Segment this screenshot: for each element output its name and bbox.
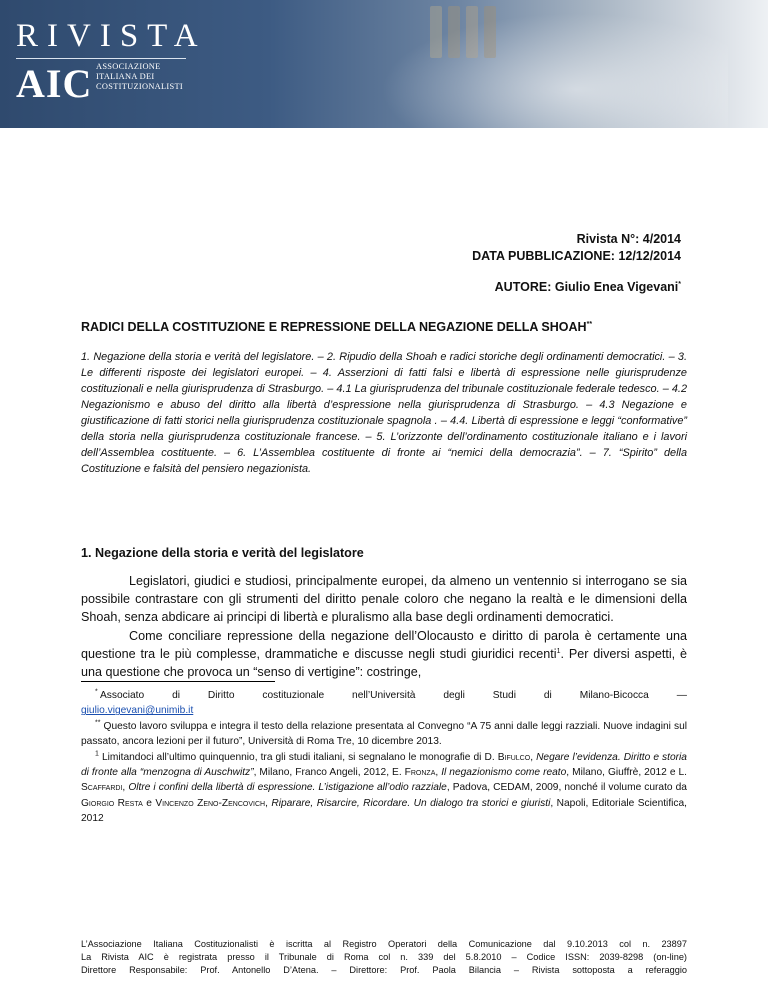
publication-date: DATA PUBBLICAZIONE: 12/12/2014 [472,249,681,263]
logo-title: RIVISTA [16,18,207,54]
book-spine [484,6,496,58]
footnote-mark: * [95,688,98,696]
footnote-word: degli [443,690,465,701]
footnote-email-line [81,703,687,718]
paragraph-text: . Per diversi aspetti, è una questione che provoca un “senso di vertigine”: costringe, [81,646,687,680]
document-title-text: RADICI DELLA COSTITUZIONE E REPRESSIONE DELLA NEGAZIONE DELLA SHOAH [81,320,587,334]
footnote-word: di [543,690,552,701]
book-spine [448,6,460,58]
logo-divider [16,58,186,59]
cited-author: Fronza [404,767,436,779]
cited-title: Il negazionismo come reato [441,767,567,779]
paragraph [81,627,687,682]
footnote-mark: ** [95,719,101,727]
body-text [81,572,687,681]
footnote-conference [81,719,687,750]
section-heading: 1. Negazione della storia e verità del legislatore [81,546,364,560]
footnote-ref[interactable]: 1 [556,647,561,655]
author-name: AUTORE: Giulio Enea Vigevani [494,280,679,294]
logo-association-name [96,62,183,92]
author-email-link[interactable]: giulio.vigevani@unimib.it [81,705,194,717]
cited-title: Riparare, Risarcire, Ricordare. Un dialogo tra storici e giuristi [271,797,551,809]
author [495,280,681,294]
footnote-separator [81,681,275,682]
book-spine [430,6,442,58]
cited-author: Giorgio Resta [81,797,143,809]
paragraph: Legislatori, giudici e studiosi, principalmente europei, da almeno un ventennio si interrogano se sia possibile contrastare con gli strumenti del diritto penale coloro che negano la realtà e le dimensioni della Shoah, senza abdicare ai principi di libertà e pluralismo alla base degli ordinamenti democratici. [81,574,687,625]
cited-author: Vincenzo Zeno-Zencovich [155,797,266,809]
book-spine [466,6,478,58]
paragraph-text: Come conciliare repressione della negazione dell’Olocausto e diritto di parola è certamente una questione tra le più complesse, drammatiche e discusse negli studi giuridici recenti [81,628,687,661]
footer-line: L’Associazione Italiana Costituzionalisti è iscritta al Registro Operatori della Comunicazione dal 9.10.2013 col n. 23897 [81,939,687,949]
footnote-word: Studi [492,690,516,701]
footnote-word: Milano-Bicocca [579,690,649,701]
footnote-mark: 1 [95,750,99,758]
footnotes [81,688,687,827]
footer-line: La Rivista AIC è registrata presso il Tribunale di Roma col n. 339 del 5.8.2010 – Codice ISSN: 2039-8298 (on-line) [81,952,687,962]
cited-title: Oltre i confini della libertà di espressione. L’istigazione all’odio razziale [128,782,447,794]
author-footnote-mark: * [678,280,681,288]
logo-assoc-line: ASSOCIAZIONE [96,62,161,71]
footnote-word: costituzionale [262,690,325,701]
logo-assoc-line: COSTITUZIONALISTI [96,82,183,91]
footnote-author-line [81,688,687,703]
cited-title: Negare l’evidenza. Diritto e storia di fronte alla “menzogna di Auschwitz” [81,751,687,779]
footnote-word: di [172,690,181,701]
footnote-word: Diritto [207,690,235,701]
footnote-word: — [676,690,687,701]
page-footer [81,938,687,977]
document-title [81,320,592,334]
footnote-word: * Associato [95,688,145,701]
cited-author: Bifulco [497,751,531,763]
book-image [348,0,728,128]
logo-assoc-line: ITALIANA DEI [96,72,155,81]
issue-number: Rivista N°: 4/2014 [576,232,681,246]
header-banner [0,0,768,128]
footer-line: Direttore Responsabile: Prof. Antonello D’Atena. – Direttore: Prof. Paola Bilancia – Rivista sottoposta a referaggio [81,965,687,975]
footnote-word: nell’Università [352,690,416,701]
footnote-1: $^1$ Limitandoci all’ultimo quinquennio, tra gli studi italiani, si segnalano le monografie di D. Bifulco, Negare l’evidenza. Diritto e storia di fronte alla “menzogna di Auschwitz”, Milano, Franco Angeli, 2012, E. Fronza, Il negazionismo come reato, Milano, Giuffrè, 2012 e L. Scaffardi, Oltre i confini della libertà di espressione. L’istigazione all’odio razziale, Padova, CEDAM, 2009, nonché il volume curato da Giorgio Resta e Vincenzo Zeno-Zencovich, Riparare, Risarcire, Ricordare. Un dialogo tra storici e giuristi, Napoli, Editoriale Scientifica, 2012 [81,750,688,825]
table-of-contents: 1. Negazione della storia e verità del legislatore. – 2. Ripudio della Shoah e radici storiche degli ordinamenti democratici. – 3. Le differenti risposte dei legislatori europei. – 4. Asserzioni di fatti falsi e libertà di espressione nelle giurisprudenze costituzionali e nella giurisprudenza di Strasburgo. – 4.1 La giurisprudenza del tribunale costituzionale federale tedesco. – 4.2 Negazionismo e abuso del diritto alla libertà d’espressione nella giurisprudenza di Strasburgo. – 4.3 Negazione e giustificazione di fatti storici nella giurisprudenza costituzionale spagnola . – 4.4. Libertà di espressione e leggi “conformative” della storia nella giurisprudenza costituzionale francese. – 5. L’orizzonte dell’ordinamento costituzionale italiano e i lavori dell’Assemblea costituente. – 6. L’Assemblea costituente di fronte ai “nemici della democrazia”. – 7. “Spirito” della Costituzione e falsità del pensiero negazionista. [81,351,687,475]
logo-aic: AIC [16,61,93,106]
footnote-text: Questo lavoro sviluppa e integra il testo della relazione presentata al Convegno “A 75 anni dalle leggi razziali. Nuove indagini sul passato, ancora lezioni per il futuro”, Università di Roma Tre, 10 dicembre 2013. [81,720,687,748]
cited-author: Scaffardi [81,782,123,794]
title-footnote-mark: ** [586,320,593,328]
